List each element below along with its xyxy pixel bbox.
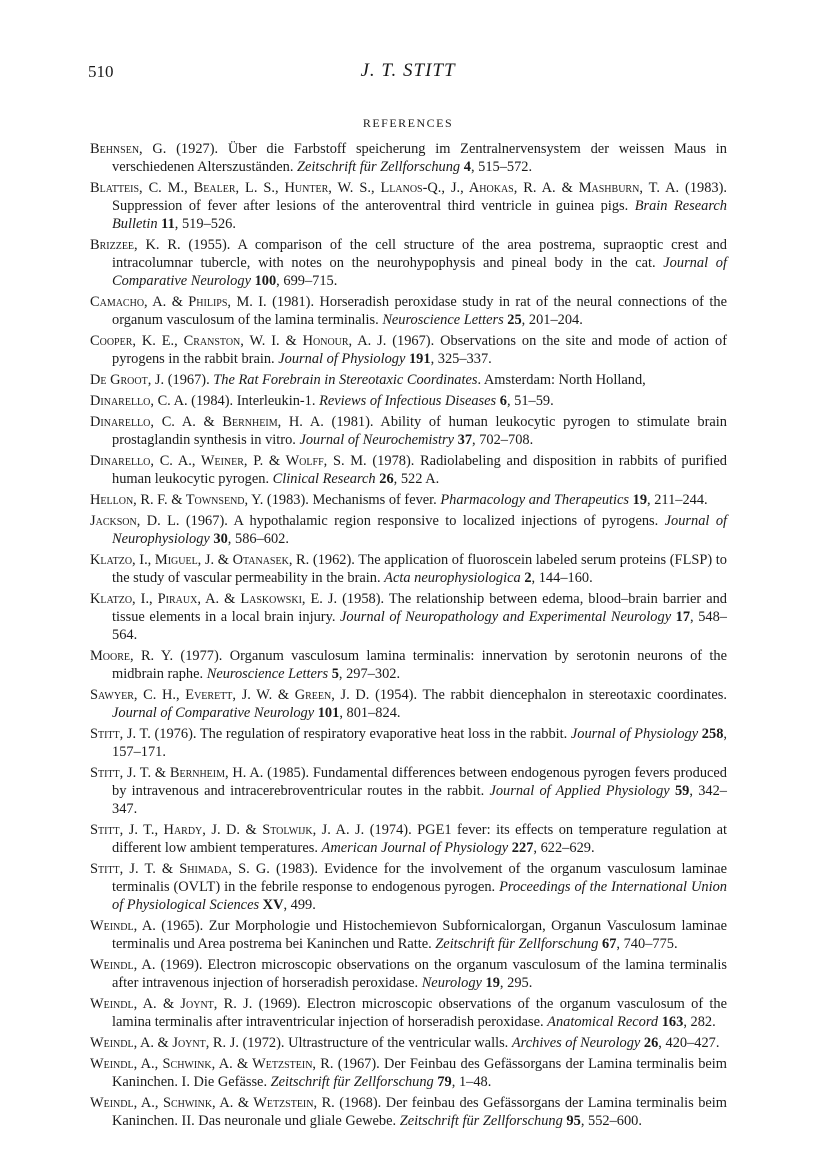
reference-journal: Journal of Physiology — [278, 351, 406, 368]
reference-volume: 163 — [661, 1013, 684, 1030]
reference-authors: Weindl, A. & Joynt, R. J. — [90, 995, 253, 1012]
reference-year: (1967). — [179, 512, 234, 529]
reference-year: (1958). — [337, 590, 389, 607]
reference-authors: Weindl, A. — [90, 956, 156, 973]
reference-entry — [90, 551, 727, 587]
reference-year: (1983). — [679, 179, 727, 196]
reference-volume: 26 — [643, 1034, 659, 1051]
reference-volume: 258 — [701, 725, 724, 742]
reference-volume: 37 — [457, 431, 473, 448]
reference-year: (1967). — [164, 372, 214, 389]
reference-title: Evidence for the involvement of the organum vasculosum laminae terminalis (OVLT) in the febrile response to endogenous pyrogen. — [112, 860, 727, 895]
reference-entry — [90, 491, 727, 509]
reference-year: (1967). — [333, 1055, 385, 1072]
reference-authors: Klatzo, I., Miguel, J. & Otanasek, R. — [90, 551, 310, 568]
reference-pages: , 499. — [283, 897, 316, 913]
reference-journal: Zeitschrift für Zellforschung — [297, 159, 461, 176]
reference-title: The regulation of respiratory evaporative heat loss in the rabbit. — [199, 725, 571, 742]
reference-entry — [90, 293, 727, 329]
reference-journal: The Rat Forebrain in Stereotaxic Coordinates — [213, 372, 478, 389]
reference-year: (1974). — [364, 821, 418, 838]
reference-title: A hypothalamic region responsive to localized injections of pyrogens. — [233, 512, 665, 529]
reference-title: Der Feinbau des Gefässorgans der Lamina terminalis beim Kaninchen. I. Die Gefässe. — [112, 1055, 728, 1090]
reference-year: (1969). — [252, 995, 307, 1012]
reference-year: (1967). — [386, 333, 441, 350]
reference-authors: Stitt, J. T., Hardy, J. D. & Stolwijk, J. A. J. — [90, 821, 365, 838]
reference-pages: , 702–708. — [472, 431, 534, 448]
reference-year: (1962). — [309, 551, 359, 568]
reference-volume: 25 — [507, 312, 522, 329]
reference-year: (1981). — [323, 413, 381, 430]
reference-entry — [90, 1094, 727, 1130]
reference-entry — [90, 860, 727, 914]
reference-year: (1954). — [369, 686, 423, 703]
reference-year: (1968). — [334, 1094, 386, 1111]
reference-pages: , 699–715. — [276, 273, 338, 290]
reference-volume: 5 — [331, 665, 339, 682]
reference-entry — [90, 647, 727, 683]
reference-pages: , 420–427. — [658, 1034, 720, 1051]
reference-volume: 2 — [524, 569, 532, 586]
reference-pages: , 519–526. — [174, 216, 236, 233]
reference-entry — [90, 956, 727, 992]
reference-pages: , 201–204. — [521, 312, 583, 329]
reference-pages: , 295. — [499, 974, 533, 991]
reference-pages: , 522 A. — [393, 470, 440, 487]
reference-entry — [90, 686, 727, 722]
reference-year: (1955). — [180, 237, 238, 254]
reference-journal: Brain Research Bulletin — [112, 198, 727, 233]
reference-journal: Journal of Neurochemistry — [299, 431, 455, 448]
reference-entry — [90, 764, 727, 818]
reference-authors: Stitt, J. T. & Shimada, S. G. — [90, 860, 270, 877]
reference-journal: Zeitschrift für Zellforschung — [435, 935, 599, 952]
reference-authors: Klatzo, I., Piraux, A. & Laskowski, E. J. — [90, 590, 338, 607]
reference-journal: Journal of Physiology — [570, 725, 699, 742]
reference-title: Organum vasculosum lamina terminalis: innervation by serotonin neurons of the midbrain raphe. — [112, 647, 727, 682]
reference-authors: Sawyer, C. H., Everett, J. W. & Green, J. D. — [90, 686, 370, 703]
reference-volume: 6 — [499, 393, 507, 409]
reference-entry — [90, 332, 727, 368]
reference-entry — [90, 1034, 727, 1052]
reference-volume: 101 — [317, 704, 340, 721]
reference-journal: Neurology — [421, 974, 482, 991]
reference-authors: De Groot, J. — [90, 372, 165, 389]
reference-year: (1976). — [150, 725, 200, 742]
reference-volume: 59 — [674, 782, 690, 799]
reference-title: Horseradish peroxidase study in rat of the neural connections of the organum vasculosum of the lamina terminalis. — [112, 294, 727, 329]
reference-pages: , 740–775. — [616, 935, 678, 952]
reference-volume: 30 — [213, 530, 228, 547]
reference-entry — [90, 995, 727, 1031]
reference-volume: 79 — [437, 1073, 452, 1090]
reference-journal: Clinical Research — [272, 470, 376, 487]
reference-title: The application of fluoroscein labeled serum proteins (FLSP) to the study of vascular permeability in the brain. — [112, 551, 727, 586]
page-number: 510 — [88, 62, 114, 81]
reference-journal: Proceedings of the International Union of Physiological Sciences — [112, 878, 727, 913]
reference-entry — [90, 821, 727, 857]
reference-pages: , 622–629. — [533, 839, 595, 856]
reference-entry — [90, 512, 727, 548]
reference-entry — [90, 917, 727, 953]
reference-title: PGE1 fever: its effects on temperature regulation at different low ambient temperatures. — [112, 821, 727, 856]
reference-title: The relationship between edema, blood–brain barrier and tissue elements in a local brain injury. — [112, 590, 727, 625]
reference-entry — [90, 725, 727, 761]
reference-authors: Camacho, A. & Philips, M. I. — [90, 294, 267, 311]
reference-journal: Acta neurophysiologica — [384, 569, 521, 586]
reference-title: The rabbit diencephalon in stereotaxic coordinates. — [422, 686, 727, 703]
reference-entry — [90, 590, 727, 644]
reference-title: Electron microscopic observations of the organum vasculosum of the lamina terminalis after intraventricular injection of horseradish peroxidase. — [112, 995, 727, 1030]
reference-pages: , 325–337. — [430, 351, 492, 368]
reference-journal: Journal of Comparative Neurology — [112, 704, 315, 721]
reference-authors: Behnsen, G. — [90, 141, 167, 157]
reference-journal: Neuroscience Letters — [382, 312, 504, 329]
reference-pages: , 586–602. — [227, 530, 289, 547]
reference-journal: Reviews of Infectious Diseases — [319, 393, 497, 409]
reference-journal: Pharmacology and Therapeutics — [440, 491, 630, 508]
reference-authors: Blatteis, C. M., Bealer, L. S., Hunter, W. S., Llanos-Q., J., Ahokas, R. A. & Mashburn, T. A. — [90, 179, 680, 196]
reference-entry — [90, 140, 727, 176]
reference-list — [90, 140, 727, 1133]
running-head: J. T. STITT — [360, 60, 456, 81]
reference-authors: Stitt, J. T. & Bernheim, H. A. — [90, 764, 264, 781]
reference-pages: , 297–302. — [338, 665, 401, 682]
reference-authors: Weindl, A., Schwink, A. & Wetzstein, R. — [90, 1094, 335, 1111]
reference-volume: 100 — [254, 273, 277, 290]
reference-journal: Journal of Neuropathology and Experimental Neurology — [340, 608, 672, 625]
reference-authors: Jackson, D. L. — [90, 512, 180, 529]
reference-title: Mechanisms of fever. — [312, 491, 441, 508]
reference-authors: Brizzee, K. R. — [90, 237, 181, 254]
reference-year: (1977). — [173, 647, 230, 664]
reference-year: (1985). — [263, 764, 313, 781]
reference-journal: Journal of Neurophysiology — [112, 512, 728, 547]
reference-pages: , 157–171. — [112, 725, 727, 760]
reference-volume: 17 — [675, 608, 691, 625]
reference-title: Zur Morphologie und Histochemievon Subfornicalorgan, Organun Vasculosum laminae terminalis und Area postrema bei Kaninchen und Ratte. — [112, 917, 728, 952]
reference-pages: , 515–572. — [470, 159, 533, 176]
reference-entry — [90, 179, 727, 233]
reference-journal: Anatomical Record — [547, 1013, 659, 1030]
reference-title: Ultrastructure of the ventricular walls. — [288, 1034, 512, 1051]
reference-volume: 227 — [511, 839, 534, 856]
reference-year: (1983). — [269, 860, 325, 877]
reference-volume: 95 — [566, 1112, 581, 1129]
reference-pages: , 211–244. — [647, 491, 708, 508]
reference-entry — [90, 1055, 727, 1091]
reference-authors: Weindl, A., Schwink, A. & Wetzstein, R. — [90, 1055, 334, 1072]
reference-pages: , 801–824. — [339, 704, 401, 721]
reference-journal: Journal of Comparative Neurology — [112, 255, 727, 290]
reference-authors: Stitt, J. T. — [90, 725, 151, 742]
reference-journal: Zeitschrift für Zellforschung — [270, 1073, 434, 1090]
reference-title: Der feinbau des Gefässorgans der Lamina terminalis beim Kaninchen. II. Das neuronale und gliale Gewebe. — [112, 1094, 727, 1129]
reference-entry — [90, 452, 727, 488]
reference-volume: 26 — [379, 470, 394, 487]
reference-title: Interleukin-1. — [236, 393, 320, 409]
reference-volume: 11 — [161, 216, 175, 233]
reference-journal: Neuroscience Letters — [206, 665, 329, 682]
reference-pages: , 51–59. — [506, 393, 554, 409]
reference-year: (1981). — [266, 294, 320, 311]
reference-volume: XV — [262, 897, 284, 913]
reference-journal: Archives of Neurology — [511, 1034, 641, 1051]
reference-year: (1965). — [155, 917, 209, 934]
reference-authors: Cooper, K. E., Cranston, W. I. & Honour, A. J. — [90, 333, 387, 350]
reference-year: (1983). — [263, 491, 313, 508]
reference-authors: Dinarello, C. A., Weiner, P. & Wolff, S. M. — [90, 452, 367, 469]
reference-title: Über die Farbstoff speicherung im Zentralnervensystem der weissen Maus in verschiedenen Alterszuständen. — [112, 141, 727, 176]
reference-year: (1969). — [155, 956, 208, 973]
reference-volume: 19 — [632, 491, 648, 508]
reference-volume: 67 — [602, 935, 617, 952]
reference-pages: , 144–160. — [531, 569, 593, 586]
reference-pages: . Amsterdam: North Holland, — [477, 372, 646, 389]
reference-year: (1984). — [187, 393, 237, 409]
reference-pages: , 282. — [683, 1013, 716, 1030]
reference-title: A comparison of the cell structure of the area postrema, supraoptic crest and intracolumnar tubercle, with notes on the neurohypophysis and pineal body in the cat. — [112, 237, 727, 272]
reference-authors: Moore, R. Y. — [90, 647, 174, 664]
reference-pages: , 552–600. — [580, 1112, 642, 1129]
reference-volume: 191 — [408, 351, 431, 368]
reference-pages: , 548–564. — [112, 608, 727, 643]
reference-journal: Zeitschrift für Zellforschung — [399, 1112, 563, 1129]
reference-entry — [90, 413, 727, 449]
reference-title: Suppression of fever after lesions of the anteroventral third ventricle in guinea pigs. — [112, 198, 635, 215]
reference-authors: Dinarello, C. A. — [90, 393, 188, 409]
reference-entry — [90, 371, 727, 389]
reference-authors: Hellon, R. F. & Townsend, Y. — [90, 491, 264, 508]
reference-year: (1927). — [166, 141, 228, 157]
reference-authors: Weindl, A. — [90, 917, 156, 934]
reference-title: Electron microscopic observations on the organum vasculosum of the lamina terminalis after intravenous injection of horseradish peroxidase. — [112, 956, 727, 991]
reference-volume: 19 — [485, 974, 500, 991]
reference-volume: 4 — [463, 159, 471, 176]
reference-title: Radiolabeling and disposition in rabbits of purified human leukocytic pyrogen. — [112, 452, 727, 487]
reference-entry — [90, 236, 727, 290]
reference-title: Ability of human leukocytic pyrogen to stimulate brain prostaglandin synthesis in vitro. — [112, 413, 727, 448]
reference-title: Observations on the site and mode of action of pyrogens in the rabbit brain. — [112, 333, 727, 368]
reference-pages: , 342–347. — [112, 782, 727, 817]
reference-year: (1978). — [366, 452, 421, 469]
reference-journal: American Journal of Physiology — [321, 839, 509, 856]
reference-entry — [90, 392, 727, 410]
reference-authors: Dinarello, C. A. & Bernheim, H. A. — [90, 413, 324, 430]
reference-year: (1972). — [238, 1034, 289, 1051]
reference-authors: Weindl, A. & Joynt, R. J. — [90, 1034, 239, 1051]
reference-pages: , 1–48. — [451, 1073, 492, 1090]
reference-journal: Journal of Applied Physiology — [489, 782, 670, 799]
reference-title: Fundamental differences between endogenous pyrogen fevers produced by intravenous and intracerebroventricular routes in the rabbit. — [112, 764, 727, 799]
section-title: REFERENCES — [362, 116, 454, 130]
